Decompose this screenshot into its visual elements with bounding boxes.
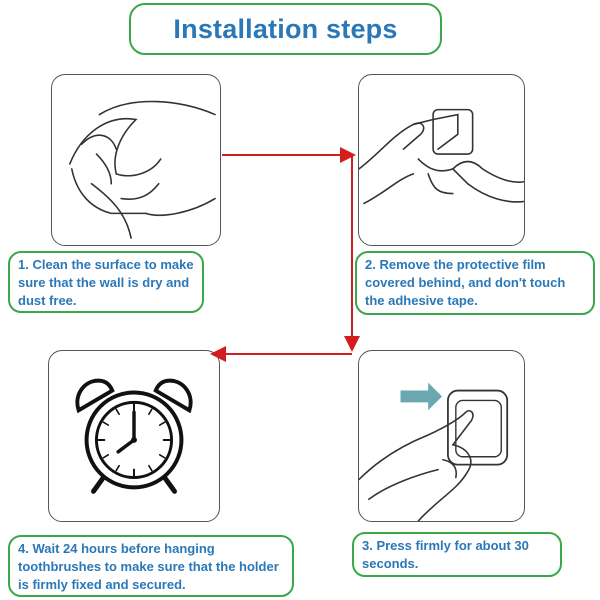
step-3-panel: [358, 350, 525, 522]
step-2-text: 2. Remove the protective film covered behind, and don't touch the adhesive tape.: [365, 257, 566, 308]
step-3-caption: [352, 532, 562, 577]
step-1-panel: [51, 74, 221, 246]
step-4-text: 4. Wait 24 hours before hanging toothbrushes to make sure that the holder is firmly fixed and secured.: [18, 541, 279, 592]
title-box: [129, 3, 442, 55]
press-holder-icon: [359, 351, 524, 521]
step-1-text: 1. Clean the surface to make sure that the wall is dry and dust free.: [18, 257, 194, 308]
step-3-text: 3. Press firmly for about 30 seconds.: [362, 538, 529, 571]
step-4-caption: [8, 535, 294, 597]
page-title: Installation steps: [173, 13, 398, 44]
peeling-film-icon: [359, 75, 524, 245]
step-2-panel: [358, 74, 525, 246]
step-1-caption: [8, 251, 204, 313]
alarm-clock-icon: [49, 351, 219, 521]
step-4-panel: [48, 350, 220, 522]
cloth-wiping-icon: [52, 75, 220, 245]
step-2-caption: [355, 251, 595, 315]
